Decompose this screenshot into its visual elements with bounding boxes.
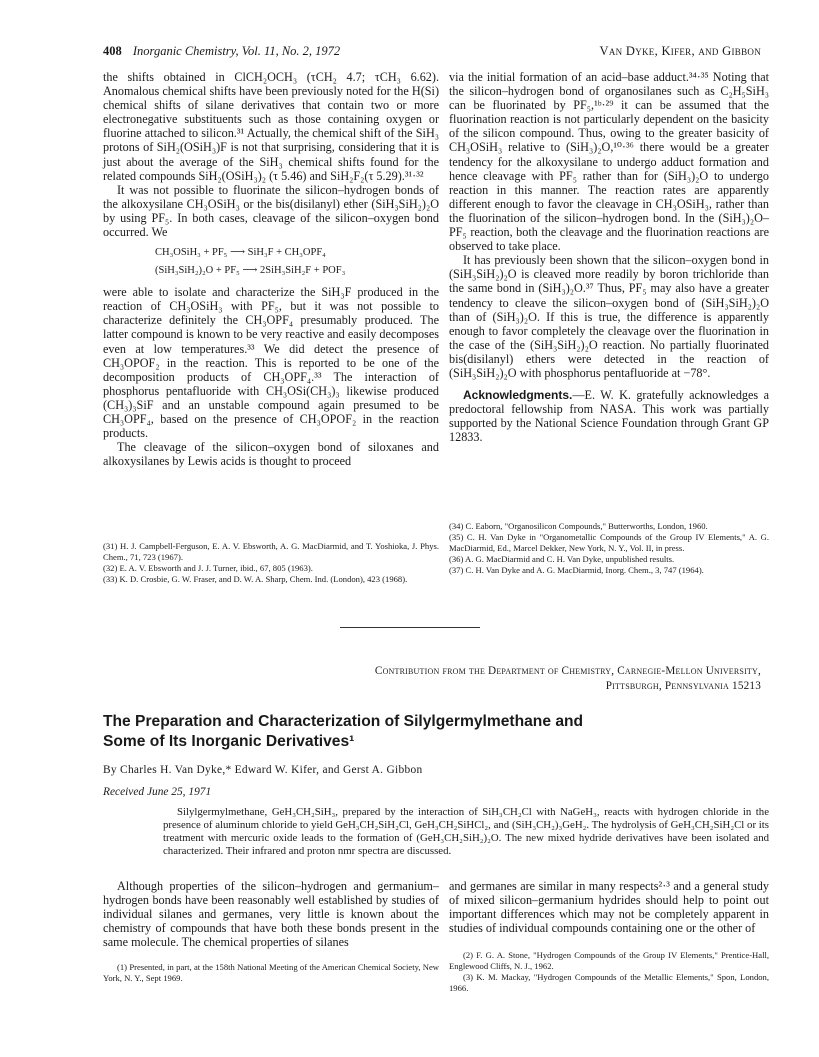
footnote: (2) F. G. A. Stone, "Hydrogen Compounds of the Group IV Elements," Prentice-Hall, Englewood Cliffs, N. J., 1962.	[449, 950, 769, 971]
body-right	[449, 879, 769, 935]
paragraph: via the initial formation of an acid–base adduct.³⁴·³⁵ Noting that the silicon–hydrogen bond of organosilanes such as C₂H₅SiH₃ can be fluorinated by PF₅,¹ᵇ·²⁹ it can be assumed that the fluorination reaction is not particularly dependent on the basicity of the silicon compound. Thus, owing to the greater basicity of CH₃OSiH₃ relative to (SiH₃)₂O,¹⁰·³⁶ there would be a greater tendency for the alkoxysilane to undergo adduct formation and hence cleavage with PF₅ rather than for (SiH₃)₂O to undergo reaction in this manner. The reaction rates are apparently different enough to favor the cleavage in CH₃OSiH₃, rather than the fluorination of the silicon–hydrogen bond. In the (SiH₃)₂O–PF₅ reaction, both the cleavage and the fluorination reactions are observed to take place.	[449, 70, 769, 254]
journal-citation: Inorganic Chemistry, Vol. 11, No. 2, 1972	[132, 44, 341, 58]
footnote: (36) A. G. MacDiarmid and C. H. Van Dyke, unpublished results.	[449, 554, 675, 564]
column-left-upper	[103, 70, 439, 468]
footnotes-lower-right	[449, 950, 769, 994]
running-head	[103, 44, 761, 64]
article-separator	[340, 627, 480, 628]
page-number: 408	[103, 44, 122, 58]
paragraph: were able to isolate and characterize the SiH₃F produced in the reaction of CH₃OSiH₃ with PF₅, but it was not possible to characterize definitely the CH₃OPF₄ presumably produced. The latter compound is known to be very reactive and easily decomposes even at low temperatures.³³ We did detect the presence of CH₃OPOF₂ in the reaction. This is reported to be one of the decomposition products of CH₃OPF₄.³³ The interaction of phosphorus pentafluoride with CH₃OSi(CH₃)₃ likewise produced (CH₃)₃SiF and an unstable compound again presumed to be CH₃OPF₄, based on the presence of CH₃OPOF₂ in the reaction products.	[103, 285, 439, 441]
acknowledgments-text: —E. W. K. gratefully acknowledges a predoctoral fellowship from NASA. This work was partially supported by the National Science Foundation through Grant GP 12833.	[449, 388, 769, 445]
received-date: Received June 25, 1971	[103, 786, 212, 798]
paragraph: It has previously been shown that the silicon–oxygen bond in (SiH₃SiH₂)₂O is cleaved more readily by boron trichloride than the same bond in (SiH₃)₂O.³⁷ Thus, PF₅ may also have a greater tendency to cleave the silicon–oxygen bond of (SiH₃SiH₂)₂O than of (SiH₃)₂O. If this is true, the difference is apparently enough to favor completely the cleavage over the fluorination in the case of the (SiH₃SiH₂)₂O reaction. No partially fluorinated bis(disilanyl) ethers were detected in the reaction of (SiH₃SiH₂)₂O with phosphorus pentafluoride at −78°.	[449, 253, 769, 380]
affiliation-line: Pittsburgh, Pennsylvania 15213	[605, 679, 761, 692]
column-right-upper	[449, 70, 769, 444]
paragraph: It was not possible to fluorinate the silicon–hydrogen bonds of the alkoxysilane CH₃OSiH₃ or the bis(disilanyl) ether (SiH₃SiH₂)₂O by using PF₅. In both cases, cleavage of the silicon–oxygen bond occurred. We	[103, 182, 439, 240]
paragraph: and germanes are similar in many respects²·³ and a general study of mixed silicon–germanium hydrides should help to point out important differences which may not be completely apparent in studies of individual compounds containing one or the other of	[449, 879, 769, 936]
affiliation	[201, 664, 761, 693]
footnotes-left	[103, 541, 439, 585]
footnote: (37) C. H. Van Dyke and A. G. MacDiarmid, Inorg. Chem., 3, 747 (1964).	[449, 565, 704, 575]
footnotes-lower-left	[103, 962, 439, 984]
footnote: (31) H. J. Campbell-Ferguson, E. A. V. Ebsworth, A. G. MacDiarmid, and T. Yoshioka, J. Phys. Chem., 71, 723 (1967).	[103, 541, 439, 562]
title-line: Some of Its Inorganic Derivatives¹	[103, 733, 355, 750]
acknowledgments-heading: Acknowledgments.	[463, 388, 573, 403]
article-title	[103, 712, 743, 752]
paragraph: Although properties of the silicon–hydrogen and germanium–hydrogen bonds have been reasonably well established by studies of individual silanes and germanes, very little is known about the chemistry of compounds that have both these bonds present in the same molecule. The chemical properties of silanes	[103, 879, 439, 950]
footnote: (1) Presented, in part, at the 158th National Meeting of the American Chemical Society, New York, N. Y., Sept 1969.	[103, 962, 439, 983]
footnote: (33) K. D. Crosbie, G. W. Fraser, and D. W. A. Sharp, Chem. Ind. (London), 423 (1968).	[103, 574, 408, 584]
title-line: The Preparation and Characterization of Silylgermylmethane and	[103, 713, 584, 730]
footnote: (34) C. Eaborn, "Organosilicon Compounds," Butterworths, London, 1960.	[449, 521, 708, 531]
affiliation-line: Contribution from the Department of Chemistry, Carnegie-Mellon University,	[374, 665, 761, 677]
body-left	[103, 879, 439, 949]
acknowledgments	[449, 388, 769, 444]
equation: CH₃OSiH₃ + PF₅ ⟶ SiH₃F + CH₃OPF₄	[155, 247, 326, 259]
running-authors: Van Dyke, Kifer, and Gibbon	[599, 44, 761, 58]
footnotes-right	[449, 521, 769, 576]
footnote: (35) C. H. Van Dyke in "Organometallic Compounds of the Group IV Elements," A. G. MacDiarmid, Ed., Marcel Dekker, New York, N. Y., Vol. II, in press.	[449, 532, 769, 553]
equation: (SiH₃SiH₂)₂O + PF₅ ⟶ 2SiH₃SiH₂F + POF₃	[155, 265, 346, 277]
abstract: Silylgermylmethane, GeH₃CH₂SiH₃, prepared by the interaction of SiH₃CH₂Cl with NaGeH₃, reacts with hydrogen chloride in the presence of aluminum chloride to yield GeH₃CH₂SiH₂Cl, GeH₃CH₂SiHCl₂, and (SiH₃CH₂)₃GeH₂. The hydrolysis of GeH₃CH₂SiH₂Cl or its treatment with mercuric oxide leads to the formation of (GeH₃CH₂SiH₂)₂O. The new mixed hydride derivatives have been isolated and characterized. Their infrared and proton nmr spectra are discussed.	[163, 806, 769, 857]
footnote: (3) K. M. Mackay, "Hydrogen Compounds of the Metallic Elements," Spon, London, 1966.	[449, 972, 769, 993]
paragraph: the shifts obtained in ClCH₂OCH₃ (τCH₂ 4.7; τCH₃ 6.62). Anomalous chemical shifts have been previously noted for the H(Si) chemical shifts of silane derivatives that contain two or more electronegative substituents such as those containing oxygen or fluorine attached to silicon.³¹ Actually, the chemical shift of the SiH₃ protons of SiH₂(OSiH₃)F is not that surprising, considering that it is just about the average of the SiH₃ chemical shifts found for the related compounds SiH₂(OSiH₃)₂ (τ 5.46) and SiH₂F₂(τ 5.29).³¹·³²	[103, 70, 439, 183]
paragraph: The cleavage of the silicon–oxygen bond of siloxanes and alkoxysilanes by Lewis acids is thought to proceed	[103, 440, 439, 469]
footnote: (32) E. A. V. Ebsworth and J. J. Turner, ibid., 67, 805 (1963).	[103, 563, 313, 573]
author-list: By Charles H. Van Dyke,* Edward W. Kifer, and Gerst A. Gibbon	[103, 764, 423, 776]
